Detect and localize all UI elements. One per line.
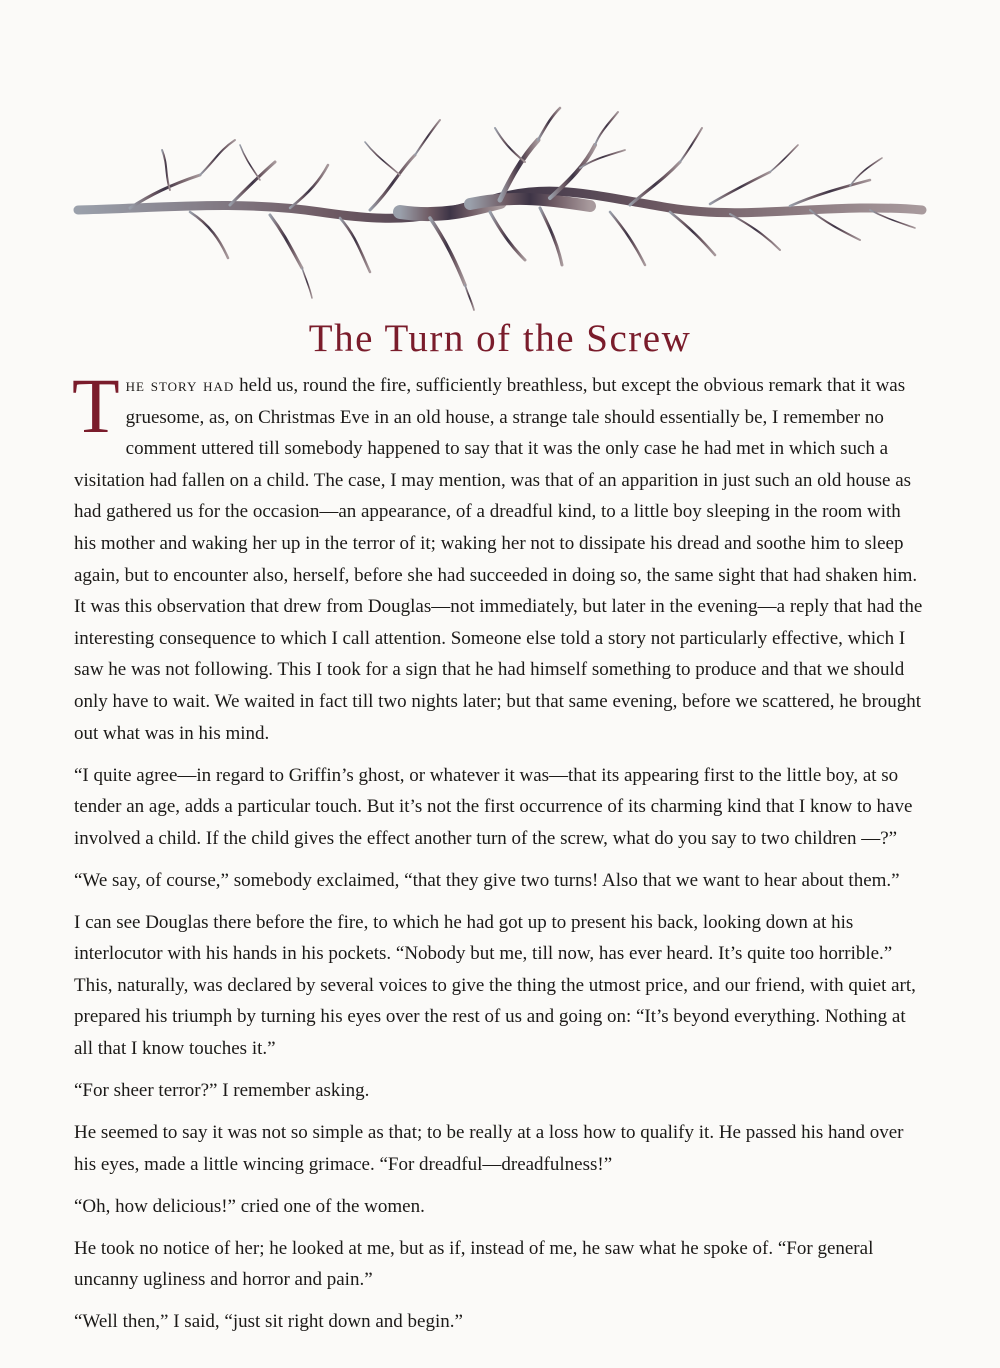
opening-paragraph: [72, 362, 926, 749]
paragraph: “For sheer terror?” I remember asking.: [74, 1080, 370, 1102]
tree-branches-ornament-icon: [70, 100, 930, 315]
opening-paragraph-text: held us, round the fire, sufficiently breathless, but except the obvious remark that it was gruesome, as, on Christmas Eve in an old house, a strange tale should essentially be, I remember no comment uttered till somebody happened to say that it was the only case he had met in which such a visitation had fallen on a child. The case, I may mention, was that of an apparition in just such an old house as had gathered us for the occasion—an appearance, of a dreadful kind, to a little boy sleeping in the room with his mother and waking her up in the terror of it; waking her not to dissipate his dread and soothe him to sleep again, but to encounter also, herself, before she had succeeded in doing so, the same sight that had shaken him. It was this observation that drew from Douglas—not immediately, but later in the evening—a reply that had the interesting consequence to which I call attention. Someone else told a story not particularly effective, which I saw he was not following. This I took for a sign that he had himself something to produce and that we should only have to wait. We waited in fact till two nights later; but that same evening, before we scattered, he brought out what was in his mind.: [74, 375, 923, 744]
lead-small-caps: he story had: [125, 375, 235, 396]
paragraph: “I quite agree—in regard to Griffin’s ghost, or whatever it was—that its appearing first to the little boy, at so tender an age, adds a particular touch. But it’s not the first occurrence of its charming kind that I know to have involved a child. If the child gives the effect another turn of the screw, what do you say to two children —?”: [74, 764, 913, 849]
paragraph: I can see Douglas there before the fire, to which he had got up to present his back, looking down at his interlocutor with his hands in his pockets. “Nobody but me, till now, has ever heard. It’s quite too horrible.” This, naturally, was declared by several voices to give the thing the utmost price, and our friend, with quiet art, prepared his triumph by turning his eyes over the rest of us and going on: “It’s beyond everything. Nothing at all that I know touches it.”: [74, 911, 916, 1060]
page-title: The Turn of the Screw: [308, 317, 692, 360]
paragraph: He took no notice of her; he looked at me, but as if, instead of me, he saw what he spoke of. “For general uncanny ugliness and horror and pain.”: [74, 1237, 874, 1291]
paragraph: He seemed to say it was not so simple as that; to be really at a loss how to qualify it. He passed his hand over his eyes, made a little wincing grimace. “For dreadful—dreadfulness!”: [74, 1122, 904, 1175]
paragraph: “We say, of course,” somebody exclaimed, “that they give two turns! Also that we want to hear about them.”: [74, 869, 900, 891]
paragraph: “Well then,” I said, “just sit right down and begin.”: [74, 1311, 463, 1333]
paragraph: “Oh, how delicious!” cried one of the women.: [74, 1195, 425, 1217]
drop-cap: T: [72, 362, 120, 449]
chapter-text: [72, 362, 926, 1348]
